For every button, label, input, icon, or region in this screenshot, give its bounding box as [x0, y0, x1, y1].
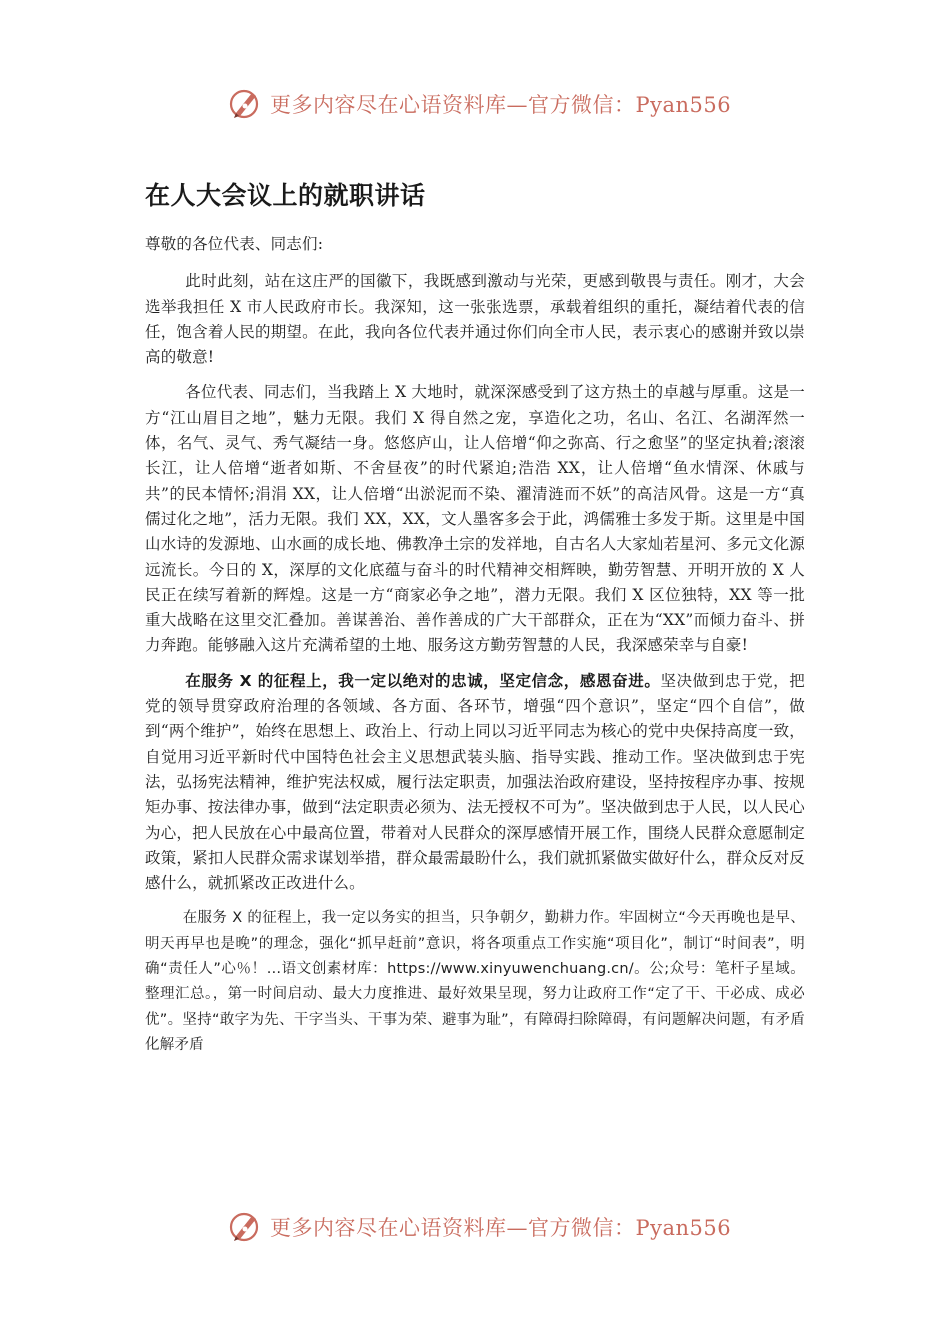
banner-text: 更多内容尽在心语资料库—官方微信：Pyan556: [270, 1216, 732, 1240]
paragraph-4: 在服务 X 的征程上，我一定以务实的担当，只争朝夕，勤耕力作。牢固树立“今天再晚也是早、明天再早也是晚”的理念，强化“抓早赶前”意识，将各项重点工作实施“项目化”，制订“时间表”，明确“责任人”心％！…语文创素材库：https://www.xinyuwenchuang.cn/。公;众号：笔杆子星域。整理汇总。，第一时间启动、最大力度推进、最好效果呈现，努力让政府工作“定了干、干必成、成必优”。坚持“敢字为先、干字当头、干事为荣、避事为耻”，有障碍扫除障碍，有问题解决问题，有矛盾化解矛盾: [145, 910, 805, 1053]
paragraph-3-lead: 在服务 X 的征程上，我一定以绝对的忠诚，坚定信念，感恩奋进。: [185, 671, 661, 690]
paragraph-3: [145, 669, 805, 897]
pen-circle-logo-icon: [228, 86, 264, 122]
header-banner: [228, 84, 748, 124]
paragraph-2: 各位代表、同志们，当我踏上 X 大地时，就深深感受到了这方热土的卓越与厚重。这是一方“江山眉目之地”，魅力无限。我们 X 得自然之宠，享造化之功，名山、名江、名湖浑然一体，名气、灵气、秀气凝结一身。悠悠庐山，让人倍增“仰之弥高、行之愈坚”的坚定执着;滚滚长江，让人倍增“逝者如斯、不舍昼夜”的时代紧迫;浩浩 XX，让人倍增“鱼水情深、休戚与共”的民本情怀;涓涓 XX，让人倍增“出淤泥而不染、濯清涟而不妖”的高洁风骨。这是一方“真儒过化之地”，活力无限。我们 XX，XX，文人墨客多会于此，鸿儒雅士多发于斯。这里是中国山水诗的发源地、山水画的成长地、佛教净土宗的发祥地，自古名人大家灿若星河、多元文化源远流长。今日的 X，深厚的文化底蕴与奋斗的时代精神交相辉映，勤劳智慧、开明开放的 X 人民正在续写着新的辉煌。这是一方“商家必争之地”，潜力无限。我们 X 区位独特，XX 等一批重大战略在这里交汇叠加。善谋善治、善作善成的广大干部群众，正在为“XX”而倾力奋斗、拼力奔跑。能够融入这片充满希望的土地、服务这方勤劳智慧的人民，我深感荣幸与自豪!: [145, 383, 805, 655]
pen-circle-logo-icon: [228, 1209, 264, 1245]
document-title: 在人大会议上的就职讲话: [145, 181, 426, 210]
document-body: [145, 232, 805, 1068]
greeting: 尊敬的各位代表、同志们:: [145, 235, 324, 253]
paragraph-1: 此时此刻，站在这庄严的国徽下，我既感到激动与光荣，更感到敬畏与责任。刚才，大会选举我担任 X 市人民政府市长。我深知，这一张张选票，承载着组织的重托，凝结着代表的信任，饱含着人民的期望。在此，我向各位代表并通过你们向全市人民，表示衷心的感谢并致以崇高的敬意!: [145, 272, 805, 367]
footer-banner: [228, 1207, 748, 1247]
banner-text: 更多内容尽在心语资料库—官方微信：Pyan556: [270, 93, 732, 117]
paragraph-3-rest: 坚决做到忠于党，把党的领导贯穿政府治理的各领域、各方面、各环节，增强“四个意识”，坚定“四个自信”，做到“两个维护”，始终在思想上、政治上、行动上同以习近平同志为核心的党中央保持高度一致，自觉用习近平新时代中国特色社会主义思想武装头脑、指导实践、推动工作。坚决做到忠于宪法，弘扬宪法精神，维护宪法权威，履行法定职责，加强法治政府建设，坚持按程序办事、按规矩办事、按法律办事，做到“法定职责必须为、法无授权不可为”。坚决做到忠于人民，以人民心为心，把人民放在心中最高位置，带着对人民群众的深厚感情开展工作，围绕人民群众意愿制定政策，紧扣人民群众需求谋划举措，群众最需最盼什么，我们就抓紧做实做好什么，群众反对反感什么，就抓紧改正改进什么。: [145, 671, 805, 893]
